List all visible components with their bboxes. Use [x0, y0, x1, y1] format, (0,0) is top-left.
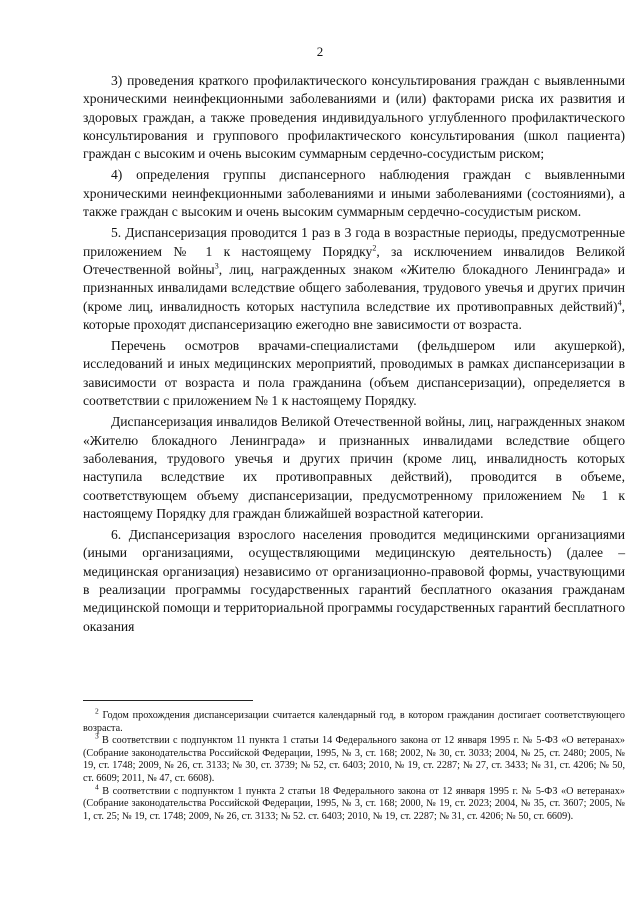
footnote-ref-2[interactable]: 2 [372, 243, 377, 253]
footnote-ref-3[interactable]: 3 [214, 261, 219, 271]
footnote-mark: 4 [95, 782, 99, 792]
page-number: 2 [316, 44, 324, 59]
paragraph-exam-list: Перечень осмотров врачами-специалистами (фельдшером или акушеркой), исследований и иных медицинских мероприятий, проводимых в рамках диспансеризации в зависимости от возраста и пола гражданина (объем диспансеризации), определяется в соответствии с приложением № 1 к настоящему Порядку. [83, 338, 625, 409]
paragraph-item-3: 3) проведения краткого профилактического консультирования граждан с выявленными хроническими неинфекционными заболеваниями и (или) факторами риска их развития и здоровых граждан, а также проведения индивидуального углубленного профилактического консультирования и группового профилактического консультирования (школ пациента) граждан с высоким и очень высоким суммарным сердечно-сосудистым риском; [83, 73, 625, 162]
document-body [83, 72, 625, 639]
footnote-mark: 2 [95, 706, 99, 716]
footnote-2 [83, 706, 625, 735]
footnote-ref-4[interactable]: 4 [617, 298, 622, 308]
paragraph-text: 5. Диспансеризация проводится 1 раз в 3 года в возрастные периоды, предусмотренные приложением № 1 к настоящему Порядку [83, 225, 625, 259]
footnotes [83, 706, 625, 823]
footnote-mark: 3 [95, 731, 99, 741]
paragraph-text: , за исключением инвалидов Великой Отечественной войны [83, 243, 626, 277]
paragraph-item-4: 4) определения группы диспансерного наблюдения граждан с выявленными хроническими неинфекционными заболеваниями и иными заболеваниями (состояниями), а также граждан с высоким и очень высоким суммарным сердечно-сосудистым риском. [83, 167, 625, 220]
paragraph-text: , лиц, награжденных знаком «Жителю блокадного Ленинграда» и признанных инвалидами вследствие общего заболевания, трудового увечья и других причин (кроме лиц, инвалидность которых наступила вследствие их противоправных действий) [83, 261, 625, 314]
footnote-4 [83, 782, 625, 824]
footnote-3 [83, 731, 625, 785]
footnote-text: Годом прохождения диспансеризации считается календарный год, в котором гражданин достигает соответствующего возраста. [83, 710, 625, 734]
footnote-divider [83, 700, 253, 701]
paragraph-point-5 [83, 224, 625, 334]
footnote-text: В соответствии с подпунктом 1 пункта 2 статьи 18 Федерального закона от 12 января 1995 г. № 5-ФЗ «О ветеранах» (Собрание законодательства Российской Федерации, 1995, № 3, ст. 168; 2000, № 19, ст. 2023; 2004, № 35, ст. 3607; 2005, № 1, ст. 25; № 19, ст. 1748; 2009, № 26, ст. 3133; № 52. ст. 6403; 2010, № 19, ст. 2287; № 31, ст. 4206; № 50, ст. 6609). [83, 785, 625, 822]
paragraph-veterans: Диспансеризация инвалидов Великой Отечественной войны, лиц, награжденных знаком «Жителю блокадного Ленинграда» и признанных инвалидами вследствие общего заболевания, трудового увечья и других причин (кроме лиц, инвалидность которых наступила вследствие их противоправных действий), проводится в объеме, соответствующем объему диспансеризации, предусмотренному приложением № 1 к настоящему Порядку для граждан ближайшей возрастной категории. [83, 414, 625, 521]
paragraph-text: , которые проходят диспансеризацию ежегодно вне зависимости от возраста. [83, 298, 625, 332]
paragraph-point-6: 6. Диспансеризация взрослого населения проводится медицинскими организациями (иными организациями, осуществляющими медицинскую деятельность) (далее – медицинская организация) независимо от организационно-правовой формы, участвующими в реализации программы государственных гарантий бесплатного оказания гражданам медицинской помощи и территориальной программы государственных гарантий бесплатного оказания [83, 527, 625, 634]
footnote-text: В соответствии с подпунктом 11 пункта 1 статьи 14 Федерального закона от 12 января 1995 г. № 5-ФЗ «О ветеранах» (Собрание законодательства Российской Федерации, 1995, № 3, ст. 168; 2002, № 30, ст. 3033; 2004, № 25, ст. 2480; 2005, № 19, ст. 1748; 2009, № 26, ст. 3133; № 30, ст. 3739; № 52, ст. 6403; 2010, № 19, ст. 2287; № 27, ст. 3433; № 31, ст. 4206; № 50, ст. 6609; 2011, № 47, ст. 6608). [83, 735, 625, 784]
